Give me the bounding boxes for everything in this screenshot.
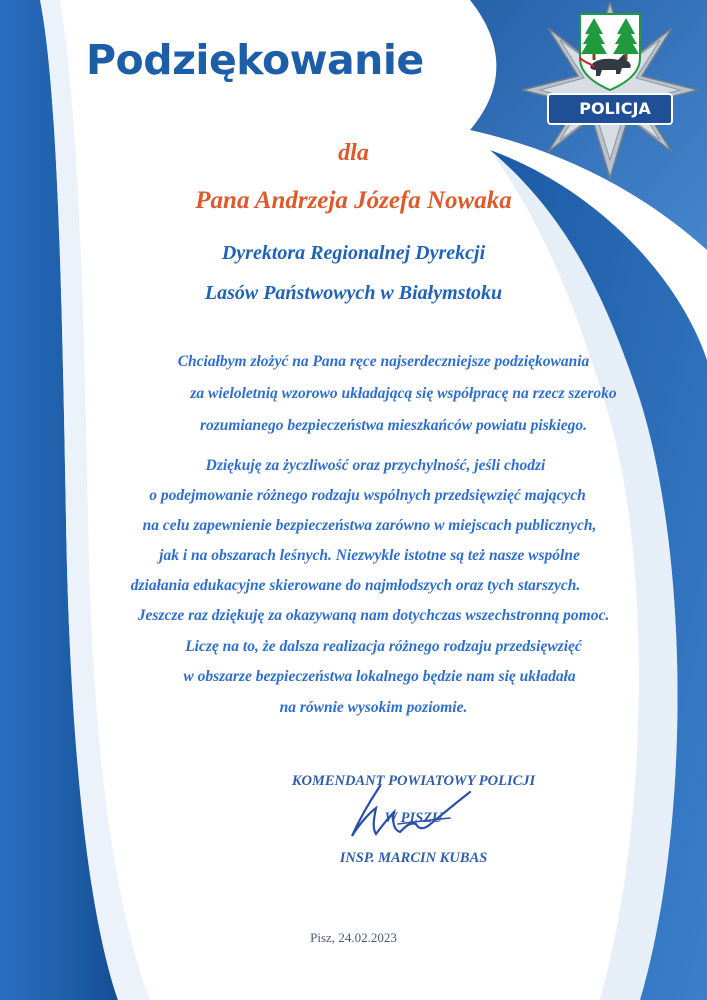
signature-title: KOMENDANT POWIATOWY POLICJI — [291, 773, 536, 789]
body-line: na równie wysokim poziomie. — [279, 699, 468, 716]
signature-office: W PISZU — [384, 810, 443, 826]
recipient-name: Pana Andrzeja Józefa Nowaka — [195, 187, 512, 214]
badge-label: POLICJA — [579, 99, 651, 118]
body-line: o podejmowanie różnego rodzaju wspólnych przedsięwzięć mających — [149, 487, 586, 504]
page-title: Podziękowanie — [86, 36, 424, 84]
body-line: Liczę na to, że dalsza realizacja różnego rodzaju przedsięwzięć — [185, 638, 582, 655]
recipient-position-line2: Lasów Państwowych w Białymstoku — [204, 282, 503, 304]
body-line: na celu zapewnienie bezpieczeństwa zarówno w miejscach publicznych, — [142, 517, 597, 534]
handwritten-signature — [338, 778, 488, 846]
recipient-for: dla — [338, 140, 369, 166]
body-line: Dziękuję za życzliwość oraz przychylność, jeśli chodzi — [205, 457, 546, 474]
body-line: działania edukacyjne skierowane do najmłodszych oraz tych starszych. — [130, 577, 581, 594]
body-line: za wieloletnią wzorowo układającą się współpracę na rzecz szeroko — [190, 385, 617, 402]
body-line: w obszarze bezpieczeństwa lokalnego będzie nam się układała — [183, 668, 576, 685]
body-line: jak i na obszarach leśnych. Niezwykle istotne są też nasze wspólne — [159, 547, 580, 564]
body-line: rozumianego bezpieczeństwa mieszkańców powiatu piskiego. — [199, 417, 588, 434]
signatory-name: INSP. MARCIN KUBAS — [339, 850, 488, 866]
document-date: Pisz, 24.02.2023 — [310, 930, 397, 945]
recipient-position-line1: Dyrektora Regionalnej Dyrekcji — [221, 242, 486, 264]
body-line: Jeszcze raz dziękuję za okazywaną nam dotychczas wszechstronną pomoc. — [137, 607, 610, 624]
body-line: Chciałbym złożyć na Pana ręce najserdeczniejsze podziękowania — [177, 353, 590, 370]
